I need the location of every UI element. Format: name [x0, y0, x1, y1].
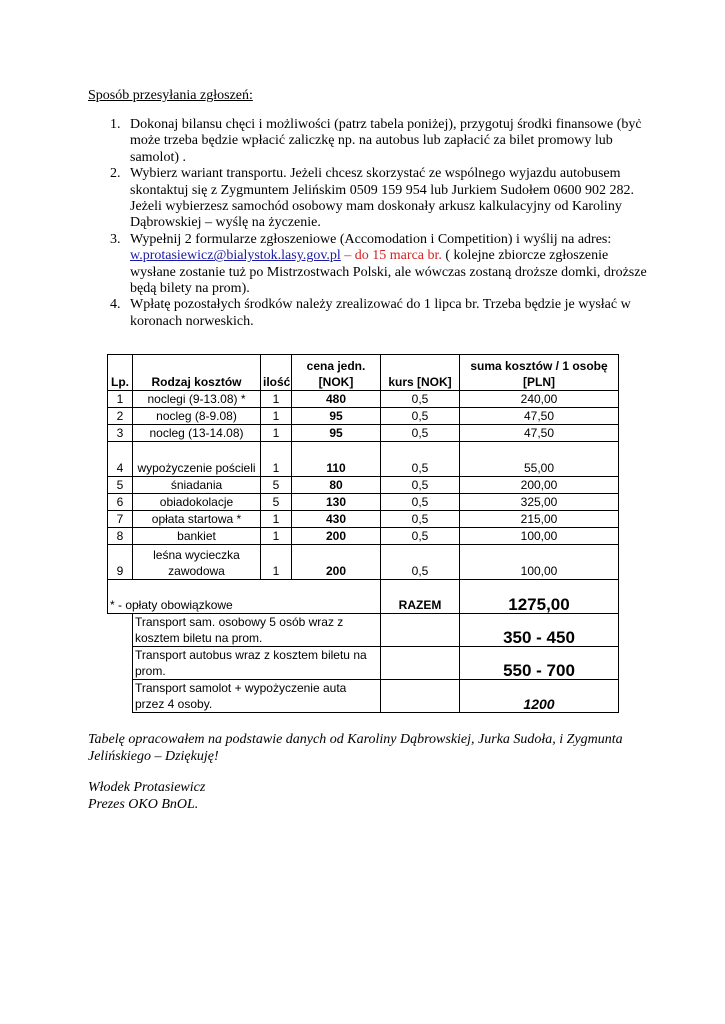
- cell-rodzaj: nocleg (13-14.08): [133, 425, 261, 442]
- cell-kurs: 0,5: [381, 545, 460, 580]
- transport-row: [108, 614, 619, 647]
- step-number: 1.: [110, 117, 121, 132]
- cell-suma: 47,50: [460, 425, 619, 442]
- section-heading: Sposób przesyłania zgłoszeń:: [88, 88, 253, 103]
- step-number: 2.: [110, 166, 121, 182]
- transport-row: [108, 647, 619, 680]
- cell-lp: 5: [108, 477, 133, 494]
- cell-cena: 200: [292, 528, 381, 545]
- spacer-cell: [108, 614, 133, 647]
- transport-label: Transport sam. osobowy 5 osób wraz z kosztem biletu na prom.: [133, 614, 381, 647]
- spacer-cell: [108, 680, 133, 713]
- cell-suma: 100,00: [460, 545, 619, 580]
- cell-suma: 325,00: [460, 494, 619, 511]
- transport-label: Transport autobus wraz z kosztem biletu na prom.: [133, 647, 381, 680]
- cell-cena: 200: [292, 545, 381, 580]
- cell-cena: 110: [292, 442, 381, 477]
- header-rodzaj: Rodzaj kosztów: [133, 355, 261, 391]
- transport-empty-cell: [381, 680, 460, 713]
- cell-ilosc: 1: [261, 528, 292, 545]
- cell-lp: 6: [108, 494, 133, 511]
- cell-suma: 215,00: [460, 511, 619, 528]
- cell-rodzaj: wypożyczenie pościeli: [133, 442, 261, 477]
- header-ilosc: ilość: [261, 355, 292, 391]
- step-text: Wybierz wariant transportu. Jeżeli chcesz skorzystać ze wspólnego wyjazdu autobusem skontaktuj się z Zygmuntem Jelińskim 0509 159 954 lub Jurkiem Sudołem 0600 902 282. Jeżeli wybierzesz samochód osobowy mam doskonały arkusz kalkulacyjny od Karoliny Dąbrowskiej – wyślę na życzenie.: [130, 166, 634, 231]
- step-item: [88, 117, 648, 166]
- cell-kurs: 0,5: [381, 494, 460, 511]
- razem-label: RAZEM: [381, 580, 460, 614]
- signature-block: [88, 779, 205, 813]
- table-row: [108, 528, 619, 545]
- cell-lp: 3: [108, 425, 133, 442]
- steps-list: [88, 117, 648, 330]
- table-row: [108, 442, 619, 477]
- cell-kurs: 0,5: [381, 477, 460, 494]
- cell-rodzaj: bankiet: [133, 528, 261, 545]
- signature-name: Włodek Protasiewicz: [88, 780, 206, 795]
- cell-ilosc: 1: [261, 511, 292, 528]
- step-item: [88, 166, 648, 232]
- cell-lp: 8: [108, 528, 133, 545]
- cell-ilosc: 1: [261, 442, 292, 477]
- table-row: [108, 408, 619, 425]
- cell-rodzaj: obiadokolacje: [133, 494, 261, 511]
- step-number: 4.: [110, 297, 121, 313]
- header-kurs: kurs [NOK]: [381, 355, 460, 391]
- cell-ilosc: 1: [261, 408, 292, 425]
- razem-value: 1275,00: [460, 580, 619, 614]
- cell-ilosc: 1: [261, 391, 292, 408]
- cell-kurs: 0,5: [381, 408, 460, 425]
- step-item: [88, 232, 648, 298]
- transport-value: 350 - 450: [460, 614, 619, 647]
- table-row: [108, 425, 619, 442]
- email-link[interactable]: w.protasiewicz@bialystok.lasy.gov.pl: [130, 248, 341, 264]
- footnote-cell: * - opłaty obowiązkowe: [108, 580, 381, 614]
- cell-rodzaj: leśna wycieczka zawodowa: [133, 545, 261, 580]
- cell-rodzaj: opłata startowa *: [133, 511, 261, 528]
- total-row: [108, 580, 619, 614]
- table-header-row: [108, 355, 619, 391]
- cell-ilosc: 1: [261, 545, 292, 580]
- cost-table: [107, 354, 619, 713]
- cell-cena: 130: [292, 494, 381, 511]
- step-item: [88, 297, 648, 330]
- table-row: [108, 477, 619, 494]
- header-suma: suma kosztów / 1 osobę [PLN]: [460, 355, 619, 391]
- cell-cena: 80: [292, 477, 381, 494]
- header-lp: Lp.: [108, 355, 133, 391]
- transport-value: 1200: [460, 680, 619, 713]
- transport-empty-cell: [381, 647, 460, 680]
- table-row: [108, 511, 619, 528]
- cell-kurs: 0,5: [381, 425, 460, 442]
- cell-rodzaj: śniadania: [133, 477, 261, 494]
- cell-kurs: 0,5: [381, 528, 460, 545]
- step-text-continued: ( kolejne zbiorcze zgłoszenie wysłane zostanie tuż po Mistrzostwach Polski, ale wówczas zostaną droższe domki, droższe będą bilety na prom).: [130, 248, 647, 297]
- cell-cena: 95: [292, 408, 381, 425]
- cell-lp: 1: [108, 391, 133, 408]
- cell-ilosc: 5: [261, 494, 292, 511]
- step-number: 3.: [110, 231, 121, 247]
- table-row: [108, 545, 619, 580]
- cell-lp: 4: [108, 442, 133, 477]
- table-row: [108, 391, 619, 408]
- cell-cena: 480: [292, 391, 381, 408]
- cell-kurs: 0,5: [381, 442, 460, 477]
- cell-suma: 100,00: [460, 528, 619, 545]
- step-text: Wpłatę pozostałych środków należy zrealizować do 1 lipca br. Trzeba będzie je wysłać w koronach norweskich.: [130, 297, 631, 329]
- deadline-text: – do 15 marca br.: [340, 248, 442, 264]
- transport-label: Transport samolot + wypożyczenie auta przez 4 osoby.: [133, 680, 381, 713]
- table-row: [108, 494, 619, 511]
- cell-suma: 200,00: [460, 477, 619, 494]
- cell-rodzaj: noclegi (9-13.08) *: [133, 391, 261, 408]
- cell-lp: 9: [108, 545, 133, 580]
- cell-rodzaj: nocleg (8-9.08): [133, 408, 261, 425]
- cell-lp: 7: [108, 511, 133, 528]
- spacer-cell: [108, 647, 133, 680]
- cell-lp: 2: [108, 408, 133, 425]
- signature-title: Prezes OKO BnOL.: [88, 797, 199, 812]
- header-cena: cena jedn. [NOK]: [292, 355, 381, 391]
- transport-empty-cell: [381, 614, 460, 647]
- transport-row: [108, 680, 619, 713]
- cell-ilosc: 5: [261, 477, 292, 494]
- cell-cena: 95: [292, 425, 381, 442]
- cell-suma: 240,00: [460, 391, 619, 408]
- cell-kurs: 0,5: [381, 511, 460, 528]
- acknowledgement-note: Tabelę opracowałem na podstawie danych od Karoliny Dąbrowskiej, Jurka Sudoła, i Zygmunta Jelińskiego – Dziękuję!: [88, 732, 623, 764]
- cell-cena: 430: [292, 511, 381, 528]
- step-text: Wypełnij 2 formularze zgłoszeniowe (Accomodation i Competition) i wyślij na adres:: [130, 231, 612, 247]
- cell-kurs: 0,5: [381, 391, 460, 408]
- transport-value: 550 - 700: [460, 647, 619, 680]
- cell-suma: 47,50: [460, 408, 619, 425]
- step-text: Dokonaj bilansu chęci i możliwości (patrz tabela poniżej), przygotuj środki finansowe (byċ może trzeba będzie wpłacić zaliczkę np. na autobus lub zapłacić za bilet promowy lub samolot) .: [130, 117, 642, 165]
- cell-suma: 55,00: [460, 442, 619, 477]
- cell-ilosc: 1: [261, 425, 292, 442]
